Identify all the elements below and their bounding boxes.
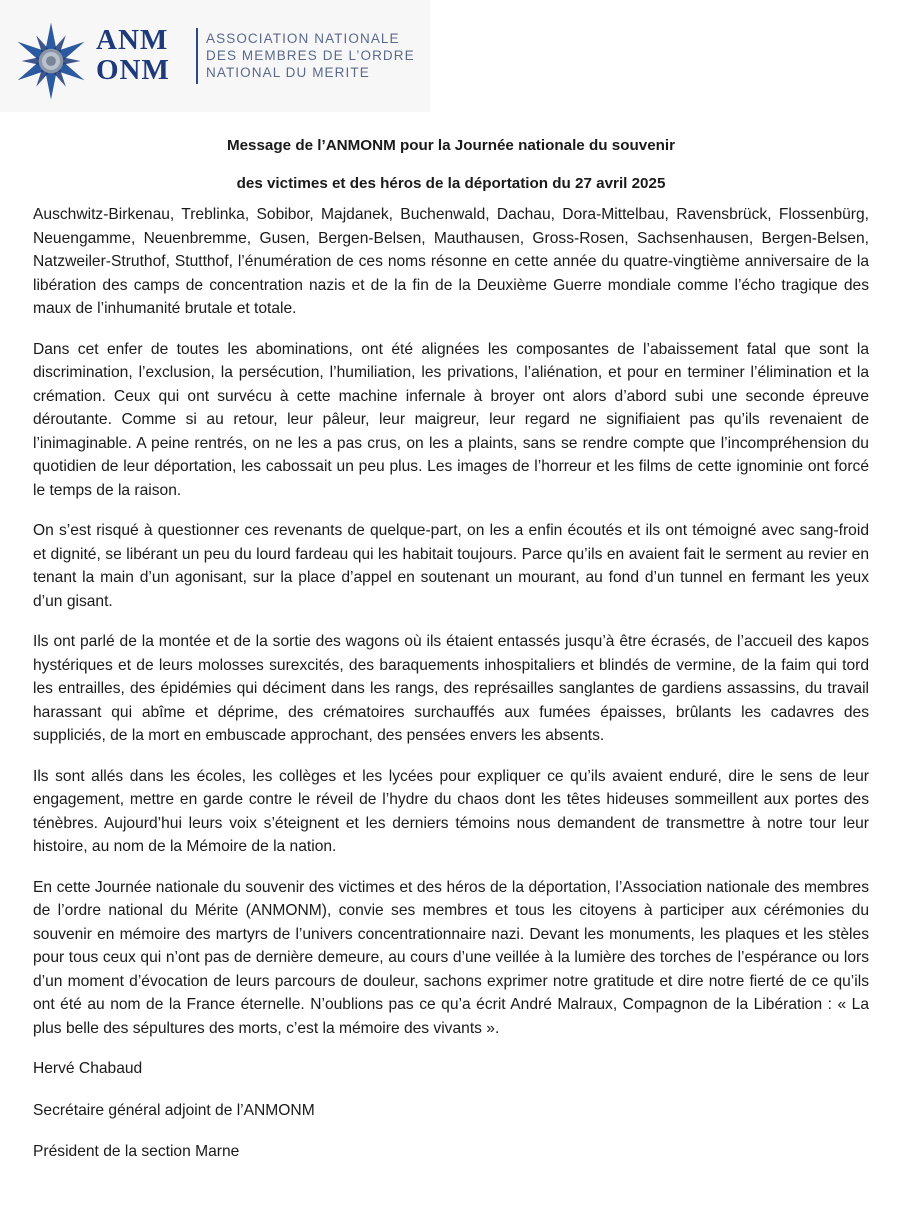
paragraph-testimony: On s’est risqué à questionner ces revenants de quelque-part, on les a enfin écoutés et ils ont témoigné avec sang-froid et dignité, se libérant un peu du lourd fardeau qui les habitait toujours. Parce qu’ils en avaient fait le serment au revier en tenant la main d’un agonisant, sur la place d’appel en soutenant un mourant, au fond d’un tunnel en fermant les yeux d’un gisant.	[33, 522, 869, 610]
paragraph-remembrance-day: En cette Journée nationale du souvenir des victimes et des héros de la déportation, l’Association nationale des membres de l’ordre national du Mérite (ANMONM), convie ses membres et tous les citoyens à participer aux cérémonies du souvenir en mémoire des martyrs de l’univers concentrationnaire nazi. Devant les monuments, les plaques et les stèles pour tous ceux qui n’ont pas de dernière demeure, au cours d’une veillée à la lumière des torches de l’espérance ou lors d’un moment d’évocation de leurs parcours de douleur, sachons exprimer notre gratitude et dire notre fierté de ce qu’ils ont été au nom de la France éternelle. N’oublions pas ce qu’a écrit André Malraux, Compagnon de la Libération : « La plus belle des sépultures des morts, c’est la mémoire des vivants ».	[33, 878, 869, 1037]
document-title-line-2: des victimes et des héros de la déportation du 27 avril 2025	[236, 174, 666, 192]
association-name: ASSOCIATION NATIONALE DES MEMBRES DE L’ORDRE NATIONAL DU MERITE	[206, 31, 415, 80]
paragraph-deportation: Ils ont parlé de la montée et de la sortie des wagons où ils étaient entassés jusqu’à être écrasés, de l’accueil des kapos hystériques et de leurs molosses surexcités, des baraquements inhospitaliers et blindés de vermine, de la faim qui tord les entrailles, des épidémies qui déciment dans les rangs, des représailles sanglantes de gardiens assassins, du travail harassant qui abîme et déprime, des crématoires surchauffés aux fumées épaisses, brûlants les cadavres des suppliciés, de la mort en embuscade approchant, des pensées envers les absents.	[33, 633, 869, 744]
order-of-merit-star-icon	[10, 20, 92, 102]
document-body	[33, 134, 869, 1182]
logo-divider	[196, 28, 198, 84]
paragraph-schools: Ils sont allés dans les écoles, les collèges et les lycées pour expliquer ce qu’ils avaient enduré, dire le sens de leur engagement, mettre en garde contre le réveil de l’hydre du chaos dont les têtes hideuses sommeillent aux portes des ténèbres. Aujourd’hui leurs voix s’éteignent et les derniers témoins nous demandent de transmettre à notre tour leur histoire, au nom de la Mémoire de la nation.	[33, 767, 869, 855]
letterhead	[0, 0, 430, 112]
document-title-line-1: Message de l’ANMONM pour la Journée nationale du souvenir	[226, 137, 676, 154]
signature-name: Hervé Chabaud	[33, 1060, 143, 1077]
signature-role-2: Président de la section Marne	[33, 1143, 240, 1160]
paragraph-abominations: Dans cet enfer de toutes les abominations, ont été alignées les composantes de l’abaissement fatal que sont la discrimination, l’exclusion, la persécution, l’humiliation, les privations, l’aliénation, et pour en terminer l’élimination et la crémation. Ceux qui ont survécu à cette machine infernale à broyer ont alors d’abord subi une seconde épreuve déroutante. Comme si au retour, leur pâleur, leur maigreur, leur regard ne signifiaient pas qu’ils revenaient de l’inimaginable. A peine rentrés, on ne les a pas crus, on les a plaints, sans se rendre compte que l’incompréhension du quotidien de leur déportation, les cabossait un peu plus. Les images de l’horreur et les films de cette ignominie ont forcé le temps de la raison.	[33, 340, 869, 499]
paragraph-camps: Auschwitz-Birkenau, Treblinka, Sobibor, Majdanek, Buchenwald, Dachau, Dora-Mittelbau, Ravensbrück, Flossenbürg, Neuengamme, Neuenbremme, Gusen, Bergen-Belsen, Mauthausen, Gross-Rosen, Sachsenhausen, Bergen-Belsen, Natzweiler-Struthof, Stutthof, l’énumération de ces noms résonne en cette année du quatre-vingtième anniversaire de la libération des camps de concentration nazis et de la fin de la Deuxième Guerre mondiale comme l’écho tragique des maux de l’inhumanité brutale et totale.	[33, 206, 869, 317]
signature-role-1: Secrétaire général adjoint de l’ANMONM	[33, 1101, 315, 1119]
logo-acronym: ANM ONM	[96, 24, 170, 86]
